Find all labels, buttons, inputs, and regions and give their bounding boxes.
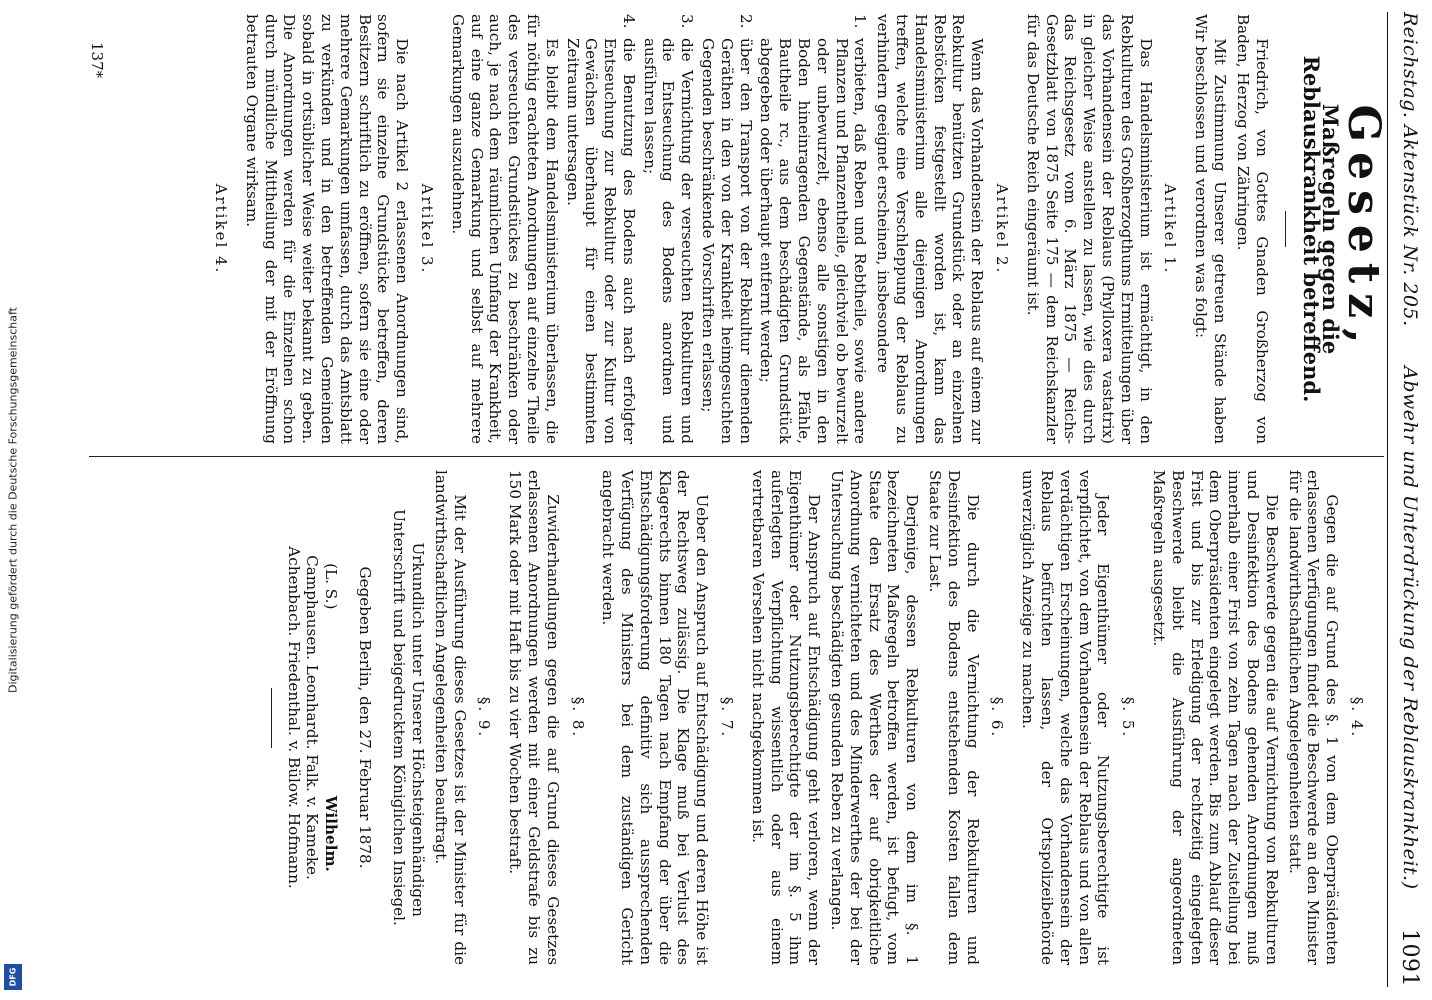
intro-sovereign: Friedrich, von Gottes Gnaden Großherzog von Baden, Herzog von Zähringen. bbox=[1233, 14, 1271, 444]
intro-enactment: Mit Zustimmung Unserer getreuen Stände haben Wir beschlossen und verordnen was folgt: bbox=[1192, 14, 1230, 444]
list-item: 1. verbieten, daß Reben und Rebtheile, sowie andere Pflanzen und Pflanzentheile, gleichviel ob bewurzelt oder unbewurzelt, ebenso alle sonstigen in den Boden hineinragenden Gegenstände, als Pfähle, Bautheile rc., aus dem beschädigten Grundstück abgegeben oder überhaupt entfernt werden; bbox=[757, 14, 870, 444]
article-2-heading: Artikel 2. bbox=[993, 183, 1012, 275]
article-2-closing: Es bleibt dem Handelsministerium überlassen, die für nöthig erachteten Anordnungen auf einzelne Theile des verseuchten Grundstückes zu beschränken oder auch, je nach dem räumlichen Umfang der Krankheit, auf eine ganze Gemarkung und selbst auf mehrere Gemarkungen auszudehnen. bbox=[448, 14, 561, 444]
section-9-text: Mit der Ausführung dieses Gesetzes ist der Minister für die landwirthschaftlichen Angelegenheiten beauftragt. bbox=[431, 470, 469, 965]
article-3-text: Die nach Artikel 2 erlassenen Anordnungen sind, sofern sie einzelne Grundstücke betreffen, deren Besitzern schriftlich zu eröffnen, sofern sie eine oder mehrere Gemarkungen umfassen, durch das Amtsblatt zu verkünden und in den betreffenden Gemeinden sobald in ortsüblicher Weise weiter bekannt zu geben. Die Anordnungen werden für die Einzelnen schon durch mündliche Mittheilung der mit der Eröffnung betrauten Organe wirksam. bbox=[242, 14, 412, 444]
ministers-line-2: Achenbach. Friedenthal. v. Bülow. Hofmann. bbox=[284, 546, 303, 889]
law-title: Gesetz, bbox=[1338, 104, 1389, 354]
section-8-text: Zuwiderhandlungen gegen die auf Grund dieses Gesetzes erlassenen Anordnungen werden mit einer Geldstrafe bis zu 150 Mark oder mit Haft bis zu vier Wochen bestraft. bbox=[506, 470, 562, 965]
section-9-heading: §. 9. bbox=[475, 696, 494, 739]
article-3-heading: Artikel 3. bbox=[417, 183, 436, 275]
header-left: Reichstag. Aktenstück Nr. 205. bbox=[1399, 12, 1421, 327]
article-1-text: Das Handelsministerium ist ermächtigt, in den Rebkulturen des Großherzogthums Ermittelungen über das Vorhandensein der Reblaus (Phylloxera vastatrix) in gleicher Weise anstellen zu lassen, wie dies durch das Reichsgesetz vom 6. März 1875 — Reichs-Gesetzblatt von 1875 Seite 175 — dem Reichskanzler für das Deutsche Reich eingeräumt ist. bbox=[1023, 14, 1155, 444]
page-number: 1091 bbox=[1397, 928, 1423, 987]
section-4-heading: §. 4. bbox=[1348, 696, 1366, 739]
article-1-heading: Artikel 1. bbox=[1161, 183, 1180, 275]
section-6-text: Die durch die Vernichtung der Rebkulturen und Desinfektion des Bodens entstehenden Kosten fallen dem Staate zur Last. bbox=[926, 470, 982, 965]
signer: Wilhelm. bbox=[322, 795, 341, 872]
list-item: 3. die Vernichtung der verseuchten Rebkulturen und die Entseuchung des Bodens anordnen und ausführen lassen; bbox=[640, 14, 697, 444]
section-8-heading: §. 8. bbox=[568, 696, 587, 739]
date-line: Gegeben Berlin, den 27. Februar 1878. bbox=[356, 566, 375, 869]
section-5-heading: §. 5. bbox=[1119, 696, 1138, 739]
section-6-heading: §. 6. bbox=[988, 696, 1007, 739]
right-column bbox=[205, 14, 1389, 444]
divider bbox=[1285, 211, 1286, 247]
section-5-text: Jeder Eigenthümer oder Nutzungsberechtigte ist verpflichtet, von dem Vorhandensein der Reblaus und von allen verdächtigen Erscheinungen, welche das Vorhandensein der Reblaus befürchten lassen, der Ortspolizeibehörde unverzüglich Anzeige zu machen. bbox=[1019, 470, 1113, 965]
section-4-text: Gegen die auf Grund des §. 1 von dem Oberpräsidenten erlassenen Verfügungen findet die Beschwerde an den Minister für die landwirthschaftlichen Angelegenheiten statt. bbox=[1285, 470, 1342, 965]
section-6-text-3: Der Anspruch auf Entschädigung geht verloren, wenn der Eigenthümer oder Nutzungsberechtigte der im §. 5 ihm auferlegten Verpflichtung wissentlich oder aus einem vertretbaren Versehen nicht nachgekommen ist. bbox=[748, 470, 824, 965]
section-7-text: Ueber den Anspruch auf Entschädigung und deren Höhe ist der Rechtsweg zulässig. Die Klage muß bei Verlust des Klagerechts binnen 180 Tagen nach Empfang der über die Entschädigungsforderung definitiv sich aussprechenden Verfügung des Ministers bei dem zuständigen Gericht angebracht werden. bbox=[599, 470, 712, 965]
column-divider bbox=[89, 456, 1384, 457]
seal: (L. S.) bbox=[322, 563, 341, 610]
header-center: Abwehr und Unterdrückung der Reblauskrankheit.) bbox=[1399, 366, 1421, 890]
list-item: 4. die Benutzung des Bodens auch nach erfolgter Entseuchung zur Rebkultur oder zur Kultur von Gewächsen überhaupt für einen bestimmten Zeitraum untersagen. bbox=[563, 14, 638, 444]
article-2-list bbox=[563, 14, 870, 444]
digitisation-credit: Digitalisierung gefördert durch die Deutsche Forschungsgemeinschaft bbox=[6, 307, 20, 693]
scanned-page bbox=[32, 0, 1432, 1000]
section-4-text-2: Die Beschwerde gegen die auf Vernichtung von Rebkulturen und Desinfektion des Bodens gehenden Anordnungen muß innerhalb einer Frist von zehn Tagen nach der Zustellung bei dem Oberpräsidenten eingelegt werden. Bis zum Ablauf dieser Frist und bis zur Erledigung der rechtzeitig eingelegten Beschwerde bleibt die Ausführung der angeordneten Maßregeln ausgesetzt. bbox=[1150, 470, 1281, 965]
law-subtitle: Maßregeln gegen die Reblauskrankheit betreffend. bbox=[1299, 55, 1344, 403]
dfg-logo: DFG bbox=[4, 964, 22, 990]
section-6-text-2: Derjenige, dessen Rebkulturen von dem im §. 1 bezeichneten Maßregeln betroffen werden, ist befugt, vom Staate den Ersatz des Werthes der auf obrigkeitliche Anordnung vernichteten und des Minderwerthes der bei der Untersuchung beschädigten gesunden Reben zu verlangen. bbox=[828, 470, 922, 965]
end-rule bbox=[271, 688, 272, 748]
seal-signer-row bbox=[321, 470, 340, 965]
closing-formula: Urkundlich unter Unserer Höchsteigenhändigen Unterschrift und beigedrucktem Königlichen Insiegel. bbox=[390, 509, 427, 926]
signature-block bbox=[284, 470, 340, 965]
list-item: 2. über den Transport von der Rebkultur dienenden Geräthen in den von der Krankheit heimgesuchten Gegenden beschränkende Vorschriften erlassen; bbox=[699, 14, 755, 444]
section-7-heading: §. 7. bbox=[718, 696, 737, 739]
article-4-heading: Artikel 4. bbox=[211, 183, 230, 275]
digitisation-credit-strip bbox=[0, 0, 26, 1000]
left-column bbox=[259, 470, 1378, 965]
ministers-line-1: Camphausen. Leonhardt. Falk. v. Kameke. bbox=[303, 555, 322, 880]
running-header bbox=[1387, 12, 1432, 987]
signature-mark: 137* bbox=[88, 42, 106, 79]
article-2-text: Wenn das Vorhandensein der Reblaus auf einem zur Rebkultur benützten Grundstück oder an einzelnen Rebstöcken festgestellt worden ist, kann das Handelsministerium alle diejenigen Anordnungen treffen, welche eine Verschleppung der Reblaus zu verhindern geeignet erscheinen, insbesondere bbox=[874, 14, 987, 444]
